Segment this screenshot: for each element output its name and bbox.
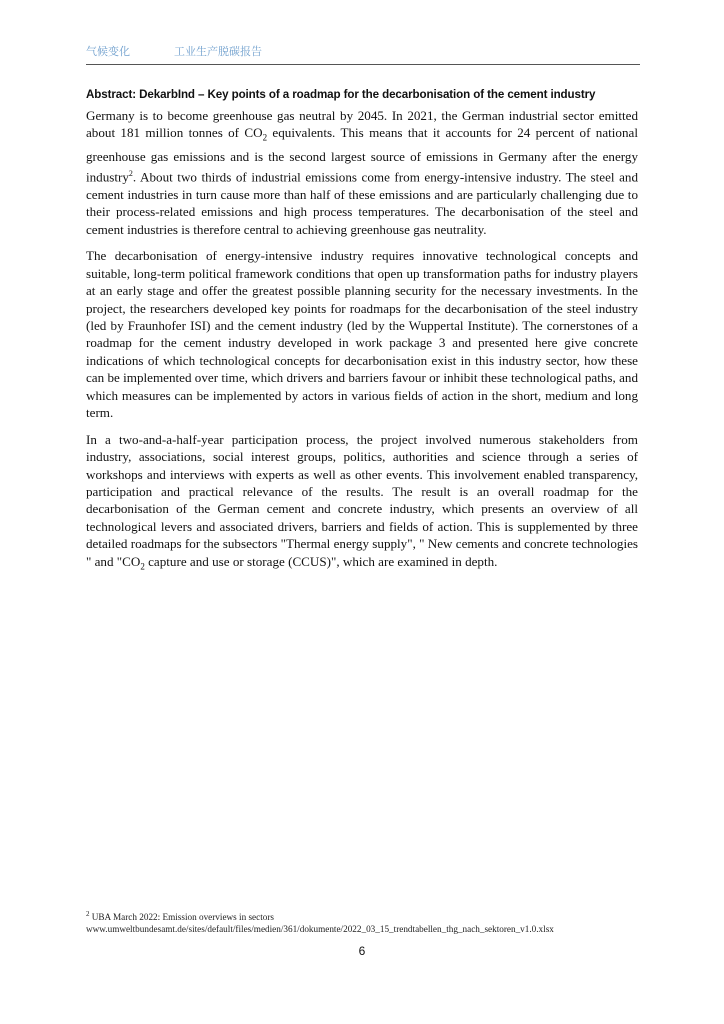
footnote-url[interactable]: www.umweltbundesamt.de/sites/default/files/medien/361/dokumente/2022_03_15_trendtabellen_thg_nach_sektoren_v1.0.xlsx (86, 924, 554, 935)
paragraph-3: In a two-and-a-half-year participation process, the project involved numerous stakeholders from industry, associations, social interest groups, politics, authorities and science through a series of workshops and interviews with experts as well as other events. This involvement enabled transparency, participation and practical relevance of the results. The result is an overall roadmap for the decarbonisation of the German cement and concrete industry, which presents an overview of all technological levers and associated drivers, barriers and fields of action. This is supplemented by three detailed roadmaps for the subsectors "Thermal energy supply", " New cements and concrete technologies " and "$CO_2$ capture and use or storage (CCUS)", which are examined in depth. (86, 431, 638, 572)
page-header (86, 38, 640, 65)
page-number: 6 (358, 944, 366, 958)
footnote-reference: 2 (128, 168, 133, 178)
abstract-title: Abstract: DekarbInd – Key points of a roadmap for the decarbonisation of the cement industry (86, 88, 596, 101)
footnote: $^2$ UBA March 2022: Emission overviews in sectors www.umweltbundesamt.de/sites/default/files/medien/361/dokumente/2022_03_15_trendtabellen_thg_nach_sektoren_v1.0.xlsx (86, 908, 646, 935)
footnote-marker: 2 (86, 910, 90, 918)
header-topic: 气候变化 (86, 45, 130, 58)
paragraph-1: Germany is to become greenhouse gas neutral by 2045. In 2021, the German industrial sector emitted about 181 million tonnes of $CO_2$ equivalents. This means that it accounts for 24 percent of national greenhouse gas emissions and is the second largest source of emissions in Germany after the energy industry$^2$. About two thirds of industrial emissions come from energy-intensive industry. The steel and cement industries in turn cause more than half of these emissions and are particularly challenging due to their process-related emissions and high process temperatures. The decarbonisation of the steel and cement industries is therefore central to achieving greenhouse gas neutrality. (86, 108, 638, 237)
abstract-body (86, 107, 638, 585)
header-report-title: 工业生产脱碳报告 (174, 45, 262, 58)
paragraph-2: The decarbonisation of energy-intensive industry requires innovative technological concepts and suitable, long-term political framework conditions that open up transformation paths for industry players at an early stage and offer the greatest possible planning security for the necessary investments. In the project, the researchers developed key points for roadmaps for the decarbonisation of the steel industry (led by Fraunhofer ISI) and the cement industry (led by the Wuppertal Institute). The cornerstones of a roadmap for the cement industry developed in work package 3 and presented here give concrete indications of which technological concepts for decarbonisation exist in this industry sector, how these can be implemented over time, which drivers and barriers favour or inhibit these technological paths, and which measures can be implemented by actors in various fields of action in the short, medium and long term. (86, 248, 638, 421)
